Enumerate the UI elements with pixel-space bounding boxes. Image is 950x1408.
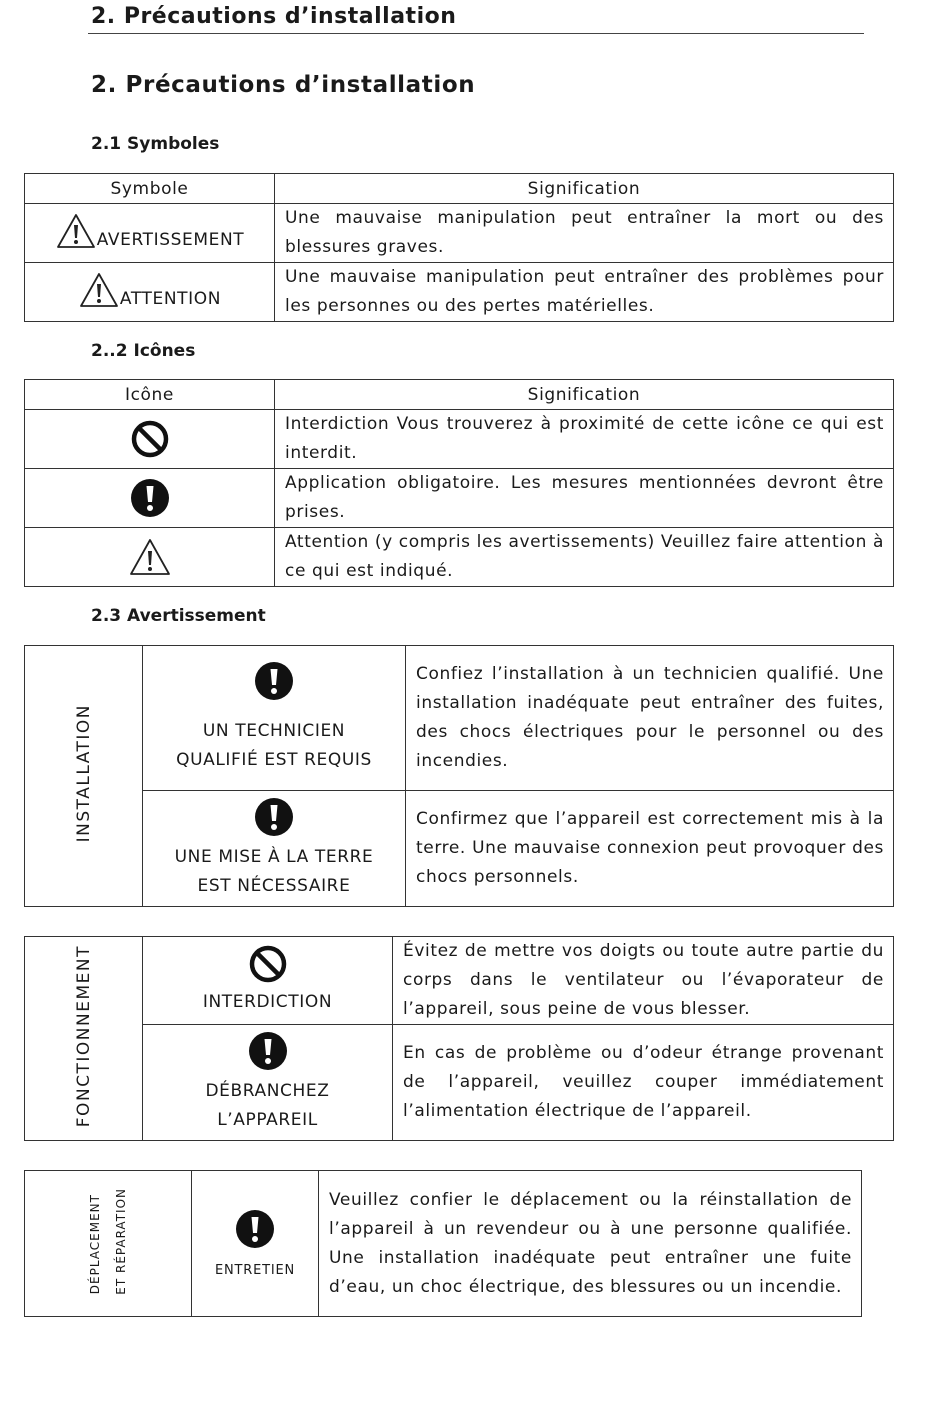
warning-triangle-icon	[55, 212, 97, 250]
meaning-cell: Une mauvaise manipulation peut entraîner la mort ou des blessures graves.	[275, 204, 894, 263]
deplacement-table	[24, 1170, 862, 1317]
table-row	[25, 263, 894, 322]
table-row	[25, 1025, 894, 1141]
warning-label: QUALIFIÉ EST REQUIS	[176, 750, 372, 770]
icon-label-cell	[192, 1171, 319, 1317]
table-header-row	[25, 380, 894, 410]
warning-text-cell: Confirmez que l’appareil est correctement mis à la terre. Une mauvaise connexion peut provoquer des chocs personnels.	[406, 791, 894, 907]
table-row	[25, 204, 894, 263]
icon-cell	[25, 410, 275, 469]
table-row	[25, 791, 894, 907]
category-cell	[25, 937, 143, 1141]
icon-label-cell	[143, 937, 393, 1025]
page-title: 2. Précautions d’installation	[91, 72, 476, 98]
table-row	[25, 1171, 862, 1317]
meaning-cell: Application obligatoire. Les mesures mentionnées devront être prises.	[275, 469, 894, 528]
symbols-table	[24, 173, 894, 322]
icon-label-cell	[143, 1025, 393, 1141]
column-header-meaning: Signification	[275, 174, 894, 204]
table-header-row	[25, 174, 894, 204]
category-label-reparation: ET RÉPARATION	[114, 1187, 128, 1295]
section-heading-warnings: 2.3 Avertissement	[91, 606, 266, 626]
mandatory-exclamation-icon	[248, 1031, 288, 1071]
category-label-installation: INSTALLATION	[73, 704, 94, 843]
header-rule	[88, 33, 864, 34]
category-label-deplacement: DÉPLACEMENT	[88, 1194, 102, 1295]
category-cell	[25, 646, 143, 907]
symbol-label: AVERTISSEMENT	[96, 229, 245, 250]
section-heading-icons: 2..2 Icônes	[91, 341, 196, 361]
warning-triangle-icon	[128, 537, 172, 577]
symbol-cell	[25, 263, 275, 322]
symbol-cell	[25, 204, 275, 263]
table-row	[25, 469, 894, 528]
warning-text-cell: Veuillez confier le déplacement ou la réinstallation de l’appareil à un revendeur ou à une personne qualifiée. Une installation inadéquate peut entraîner une fuite d’eau, un choc électrique, des blessures ou un incendie.	[319, 1171, 862, 1317]
warning-text-cell: Confiez l’installation à un technicien qualifié. Une installation inadéquate peut entraîner des fuites, des chocs électriques pour le personnel ou des incendies.	[406, 646, 894, 791]
table-row	[25, 528, 894, 587]
meaning-cell: Attention (y compris les avertissements) Veuillez faire attention à ce qui est indiqué.	[275, 528, 894, 587]
category-label-fonctionnement: FONCTIONNEMENT	[73, 944, 94, 1128]
prohibition-icon	[248, 944, 288, 984]
meaning-cell: Interdiction Vous trouverez à proximité de cette icône ce qui est interdit.	[275, 410, 894, 469]
meaning-cell: Une mauvaise manipulation peut entraîner des problèmes pour les personnes ou des pertes matérielles.	[275, 263, 894, 322]
warning-label: UNE MISE À LA TERRE	[174, 846, 374, 867]
section-heading-symbols: 2.1 Symboles	[91, 134, 220, 154]
symbol-label: ATTENTION	[119, 288, 222, 309]
column-header-meaning: Signification	[275, 380, 894, 410]
warning-label: UN TECHNICIEN	[202, 721, 346, 741]
warning-label: L’APPAREIL	[217, 1109, 318, 1130]
column-header-symbol: Symbole	[25, 174, 275, 204]
warning-triangle-icon	[78, 271, 120, 309]
fonctionnement-table	[24, 936, 894, 1141]
warning-label: EST NÉCESSAIRE	[197, 875, 351, 896]
icon-label-cell	[143, 791, 406, 907]
warning-label: DÉBRANCHEZ	[205, 1080, 330, 1101]
table-row	[25, 410, 894, 469]
mandatory-exclamation-icon	[254, 661, 294, 701]
running-title: 2. Précautions d’installation	[91, 4, 457, 29]
caution-symbol	[78, 271, 221, 309]
icon-cell	[25, 528, 275, 587]
mandatory-exclamation-icon	[130, 478, 170, 518]
icon-label-cell	[143, 646, 406, 791]
installation-table	[24, 645, 894, 907]
mandatory-exclamation-icon	[254, 797, 294, 837]
warning-text-cell: En cas de problème ou d’odeur étrange provenant de l’appareil, veuillez couper immédiatement l’alimentation électrique de l’appareil.	[393, 1025, 894, 1141]
mandatory-exclamation-icon	[235, 1209, 275, 1249]
warning-label: INTERDICTION	[202, 992, 333, 1012]
warning-label: ENTRETIEN	[214, 1263, 296, 1278]
icons-table	[24, 379, 894, 587]
warning-symbol	[55, 212, 245, 250]
warning-text-cell: Évitez de mettre vos doigts ou toute autre partie du corps dans le ventilateur ou l’évaporateur de l’appareil, sous peine de vous blesser.	[393, 937, 894, 1025]
icon-cell	[25, 469, 275, 528]
prohibition-icon	[130, 419, 170, 459]
table-row	[25, 646, 894, 791]
category-cell	[25, 1171, 192, 1317]
table-row	[25, 937, 894, 1025]
column-header-icon: Icône	[25, 380, 275, 410]
